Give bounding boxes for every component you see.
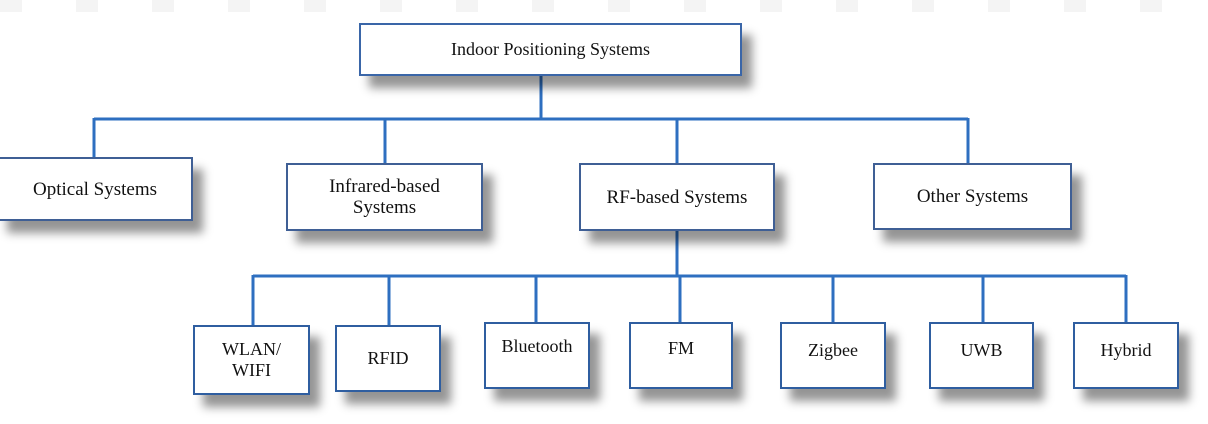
category-node-rf: RF-based Systems <box>579 163 775 231</box>
rf-child-bluetooth: Bluetooth <box>484 322 590 389</box>
rf-child-uwb: UWB <box>929 322 1034 389</box>
category-node-other: Other Systems <box>873 163 1072 230</box>
rf-child-wlan-wifi: WLAN/ WIFI <box>193 325 310 395</box>
root-node: Indoor Positioning Systems <box>359 23 742 76</box>
rf-child-zigbee: Zigbee <box>780 322 886 389</box>
rf-child-rfid: RFID <box>335 325 441 392</box>
category-node-optical: Optical Systems <box>0 157 193 221</box>
rf-child-fm: FM <box>629 322 733 389</box>
category-node-infrared: Infrared-based Systems <box>286 163 483 231</box>
rf-child-hybrid: Hybrid <box>1073 322 1179 389</box>
